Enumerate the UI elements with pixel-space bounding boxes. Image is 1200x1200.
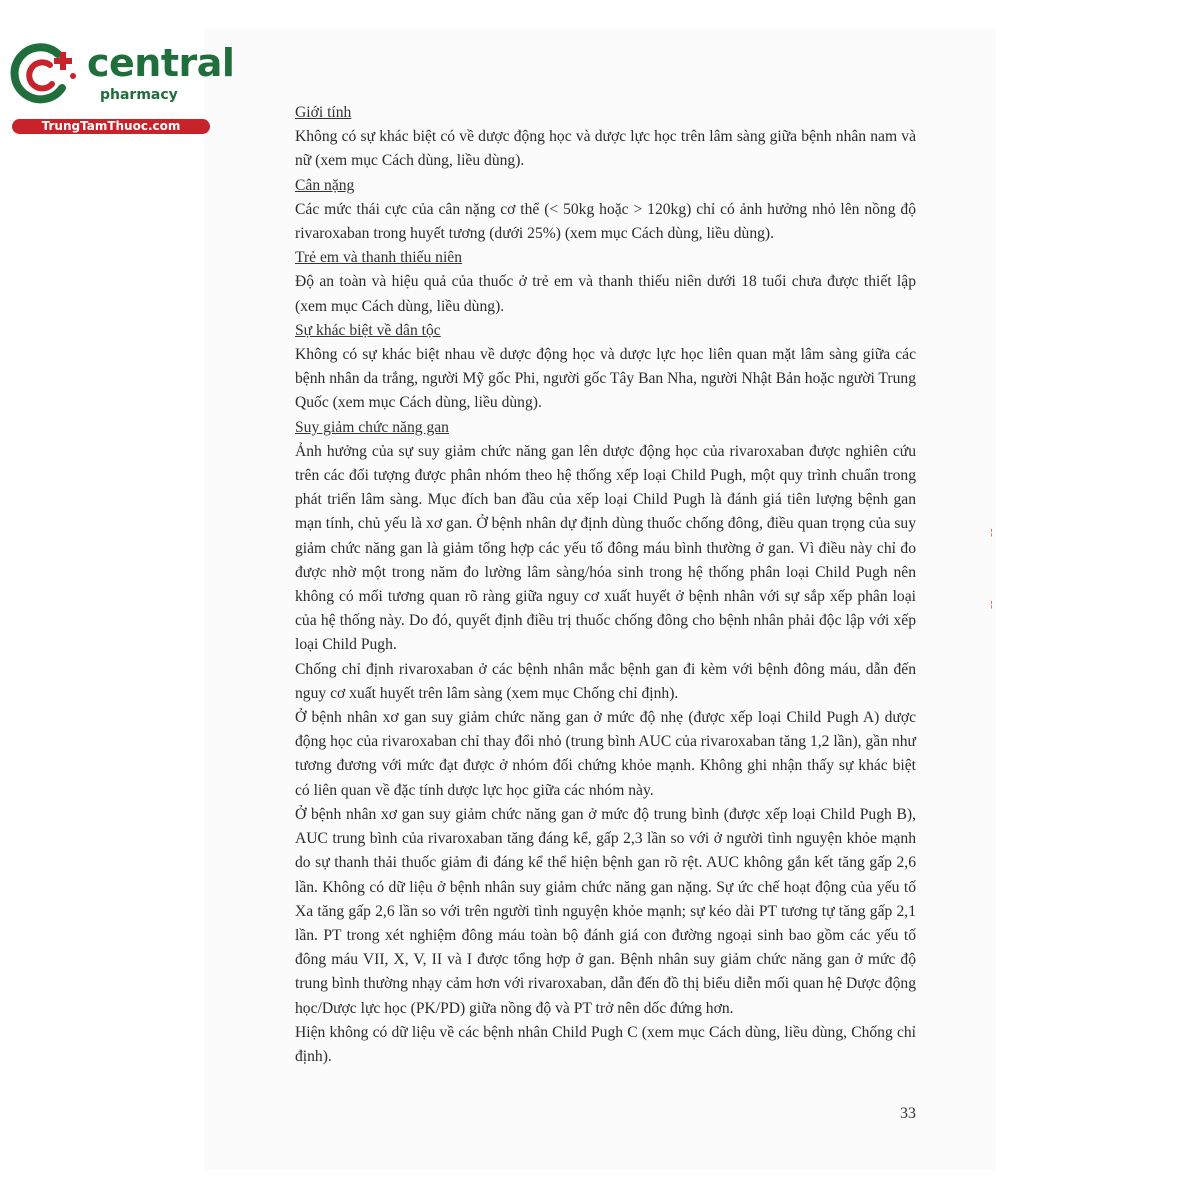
paragraph: Độ an toàn và hiệu quả của thuốc ở trẻ em và thanh thiếu niên dưới 18 tuổi chưa được thiết lập (xem mục Cách dùng, liều dùng). bbox=[295, 273, 916, 315]
margin-mark: ¦ bbox=[990, 528, 994, 538]
section-heading-weight: Cân nặng bbox=[295, 176, 355, 194]
paragraph: Các mức thái cực của cân nặng cơ thể (< 50kg hoặc > 120kg) chỉ có ảnh hưởng nhỏ lên nồng độ rivaroxaban trong huyết tương (dưới 25%) (xem mục Cách dùng, liều dùng). bbox=[295, 200, 916, 243]
section-heading-gender: Giới tính bbox=[295, 104, 352, 121]
paragraph: Không có sự khác biệt nhau về dược động học và dược lực học liên quan mặt lâm sàng giữa các bệnh nhân da trắng, người Mỹ gốc Phi, người gốc Tây Ban Nha, người Nhật Bản hoặc người Trung Quốc (xem mục Cách dùng, liều dùng). bbox=[295, 346, 916, 412]
brand-url-badge[interactable]: TrungTamThuoc.com bbox=[12, 119, 210, 134]
central-pharmacy-logo[interactable] bbox=[10, 38, 235, 138]
section-heading-children: Trẻ em và thanh thiếu niên bbox=[295, 249, 463, 267]
section-heading-ethnicity: Sự khác biệt về dân tộc bbox=[295, 321, 441, 339]
pharmacy-cross-icon bbox=[10, 40, 80, 106]
paragraph: Chống chỉ định rivaroxaban ở các bệnh nhân mắc bệnh gan đi kèm với bệnh đông máu, dẫn đến nguy cơ xuất huyết trên lâm sàng (xem mục Chống chỉ định). bbox=[295, 660, 916, 702]
document-body bbox=[295, 101, 916, 1069]
page-number: 33 bbox=[900, 1105, 916, 1122]
brand-subtitle: pharmacy bbox=[100, 87, 178, 103]
paragraph: Ở bệnh nhân xơ gan suy giảm chức năng gan ở mức độ nhẹ (được xếp loại Child Pugh A) dược động học của rivaroxaban chỉ thay đổi nhỏ (trung bình AUC của rivaroxaban tăng 1,2 lần), gần như tương đương với mức đạt được ở nhóm đối chứng khỏe mạnh. Không ghi nhận thấy sự khác biệt có liên quan về đặc tính dược lực học giữa các nhóm này. bbox=[295, 709, 916, 799]
paragraph: Hiện không có dữ liệu về các bệnh nhân Child Pugh C (xem mục Cách dùng, liều dùng, Chống chỉ định). bbox=[295, 1023, 916, 1065]
brand-name: central bbox=[87, 41, 235, 85]
margin-mark: ¦ bbox=[990, 600, 994, 610]
section-heading-hepatic-impairment: Suy giảm chức năng gan bbox=[295, 418, 449, 436]
paragraph: Ở bệnh nhân xơ gan suy giảm chức năng gan ở mức độ trung bình (được xếp loại Child Pugh B), AUC trung bình của rivaroxaban tăng đáng kể, gấp 2,3 lần so với ở người tình nguyện khỏe mạnh do sự thanh thải thuốc giảm đi đáng kể thể hiện bệnh gan rõ rệt. AUC không gắn kết tăng gấp 2,6 lần. Không có dữ liệu ở bệnh nhân suy giảm chức năng gan nặng. Sự ức chế hoạt động của yếu tố Xa tăng gấp 2,6 lần so với trên người tình nguyện khỏe mạnh; sự kéo dài PT tương tự tăng gấp 2,1 lần. PT trong xét nghiệm đông máu toàn bộ đánh giá con đường ngoại sinh bao gồm các yếu tố đông máu VII, X, V, II và I được tổng hợp ở gan. Bệnh nhân suy giảm chức năng gan ở mức độ trung bình thường nhạy cảm hơn với rivaroxaban, dẫn đến đồ thị biểu diễn mối quan hệ Dược động học/Dược lực học (PK/PD) giữa nồng độ và PT trở nên dốc đứng hơn. bbox=[295, 805, 916, 1017]
paragraph: Không có sự khác biệt có về dược động học và dược lực học trên lâm sàng giữa bệnh nhân nam và nữ (xem mục Cách dùng, liều dùng). bbox=[295, 128, 916, 170]
paragraph: Ảnh hưởng của sự suy giảm chức năng gan lên dược động học của rivaroxaban được nghiên cứu trên các đối tượng được phân nhóm theo hệ thống xếp loại Child Pugh, một quy trình chuẩn trong phát triển lâm sàng. Mục đích ban đầu của xếp loại Child Pugh là đánh giá tiên lượng bệnh gan mạn tính, chủ yếu là xơ gan. Ở bệnh nhân dự định dùng thuốc chống đông, điều quan trọng của suy giảm chức năng gan là giảm tổng hợp các yếu tố đông máu bình thường ở gan. Vì điều này chỉ đo được nhờ một trong năm đo lường lâm sàng/hóa sinh trong hệ thống phân loại Child Pugh nên không có mối tương quan rõ ràng giữa nguy cơ xuất huyết ở bệnh nhân với sự sắp xếp phân loại của hệ thống này. Do đó, quyết định điều trị thuốc chống đông cho bệnh nhân phải độc lập với xếp loại Child Pugh. bbox=[295, 442, 916, 654]
